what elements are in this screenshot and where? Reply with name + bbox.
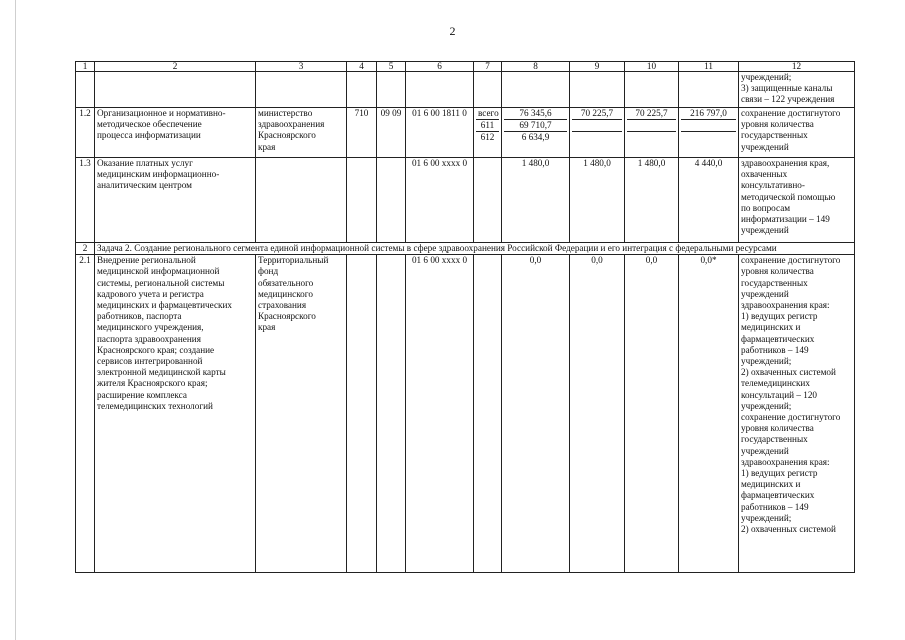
amount-col10: 70 225,7 xyxy=(625,108,679,158)
activity-name: Оказание платных услуг медицинским информационно- аналитическим центром xyxy=(95,158,256,243)
header-cell: 12 xyxy=(739,62,855,72)
rzpr-code: 09 09 xyxy=(377,108,406,158)
program-table xyxy=(75,61,855,573)
row-number: 2.1 xyxy=(76,255,95,573)
executor: министерство здравоохранения Красноярского края xyxy=(256,108,347,158)
task-title: Задача 2. Создание регионального сегмента единой информационной системы в сфере здравоохранения Российской Федерации и его интеграция с федеральными ресурсами xyxy=(95,243,855,255)
task-number: 2 xyxy=(76,243,95,255)
table-row-1-3 xyxy=(76,158,855,243)
amount-col8: 76 345,6 69 710,7 6 634,9 xyxy=(502,108,570,158)
amount-col8: 1 480,0 xyxy=(502,158,570,243)
result-cell: здравоохранения края, охваченных консультативно- методической помощью по вопросам информатизации – 149 учреждений xyxy=(739,158,855,243)
scan-edge-line xyxy=(15,0,16,640)
activity-name: Организационное и нормативно- методическое обеспечение процесса информатизации xyxy=(95,108,256,158)
grbs-code: 710 xyxy=(347,108,377,158)
executor: Территориальный фонд обязательного медицинского страхования Красноярского края xyxy=(256,255,347,573)
task-row xyxy=(76,243,855,255)
header-cell: 6 xyxy=(406,62,474,72)
header-cell: 10 xyxy=(625,62,679,72)
header-cell: 11 xyxy=(679,62,739,72)
amount-col10: 1 480,0 xyxy=(625,158,679,243)
vr-code: всего 611 612 xyxy=(474,108,502,158)
row-number: 1.3 xyxy=(76,158,95,243)
header-cell: 5 xyxy=(377,62,406,72)
amount-col8: 0,0 xyxy=(502,255,570,573)
csr-code: 01 6 00 хххх 0 xyxy=(406,158,474,243)
header-cell: 1 xyxy=(76,62,95,72)
result-cell: учреждений; 3) защищенные каналы связи – 122 учреждения xyxy=(739,72,855,108)
csr-code: 01 6 00 1811 0 xyxy=(406,108,474,158)
table-row-1-2 xyxy=(76,108,855,158)
continuation-row xyxy=(76,72,855,108)
header-cell: 9 xyxy=(570,62,625,72)
amount-col11: 4 440,0 xyxy=(679,158,739,243)
amount-col11: 0,0* xyxy=(679,255,739,573)
result-cell: сохранение достигнутого уровня количества государственных учреждений здравоохранения края: 1) ведущих регистр медицинских и фармацевтических работников – 149 учреждений; 2) охваченных системой телемедицинских консультаций – 120 учреждений; сохранение достигнутого уровня количества государственных учреждений здравоохранения края: 1) ведущих регистр медицинских и фармацевтических работников – 149 учреждений; 2) охваченных системой xyxy=(739,255,855,573)
header-cell: 4 xyxy=(347,62,377,72)
amount-col9: 1 480,0 xyxy=(570,158,625,243)
amount-col9: 70 225,7 xyxy=(570,108,625,158)
amount-col10: 0,0 xyxy=(625,255,679,573)
header-cell: 2 xyxy=(95,62,256,72)
table-row-2-1 xyxy=(76,255,855,573)
header-cell: 8 xyxy=(502,62,570,72)
amount-col9: 0,0 xyxy=(570,255,625,573)
amount-col11: 216 797,0 xyxy=(679,108,739,158)
header-cell: 7 xyxy=(474,62,502,72)
csr-code: 01 6 00 хххх 0 xyxy=(406,255,474,573)
page-number: 2 xyxy=(449,24,456,38)
activity-name: Внедрение региональной медицинской информационной системы, региональной системы кадрового учета и регистра медицинских и фармацевтических работников, паспорта медицинского учреждения, паспорта здравоохранения Красноярского края; создание сервисов интегрированной электронной медицинской карты жителя Красноярского края; расширение комплекса телемедицинских технологий xyxy=(95,255,256,573)
header-row xyxy=(76,62,855,72)
row-number: 1.2 xyxy=(76,108,95,158)
result-cell: сохранение достигнутого уровня количества государственных учреждений xyxy=(739,108,855,158)
header-cell: 3 xyxy=(256,62,347,72)
